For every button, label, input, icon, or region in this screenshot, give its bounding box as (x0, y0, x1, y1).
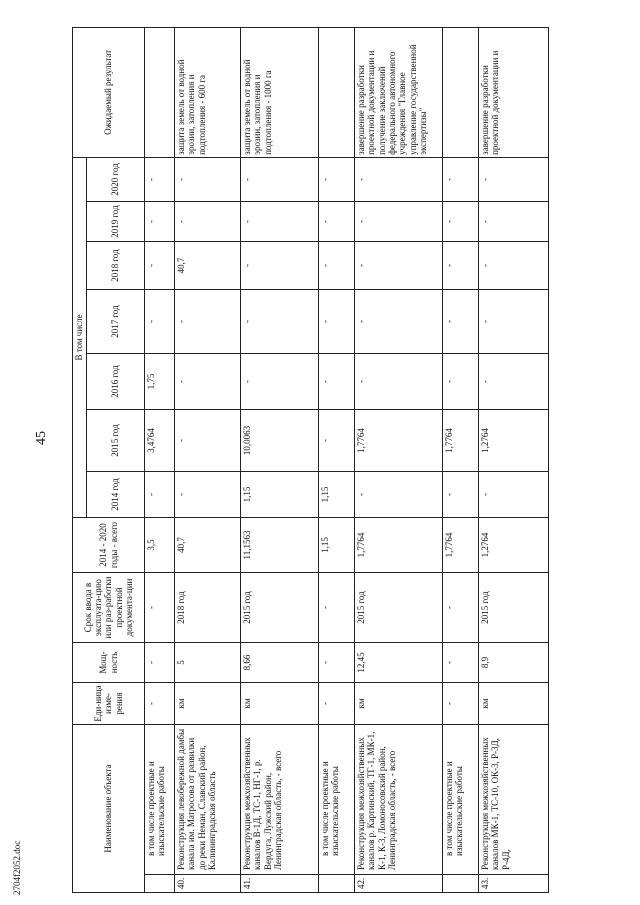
projects-table (72, 27, 549, 893)
year-2018-cell: - (443, 242, 479, 290)
year-2014-cell: - (355, 472, 443, 518)
year-2017-cell: - (479, 290, 549, 354)
expected-result: защита земель от водной эрозии, затопления и подтопления - 600 га (175, 27, 241, 157)
capacity-cell: 8,9 (479, 643, 549, 683)
year-2015-cell: 1,7764 (443, 410, 479, 472)
year-2014-cell: - (479, 472, 549, 518)
total-cell: 1,7764 (355, 518, 443, 573)
year-2016-cell: - (355, 354, 443, 410)
object-name: в том числе проектные и изыскательские работы (145, 725, 175, 875)
deadline-cell: - (443, 573, 479, 643)
row-number: 40. (175, 875, 241, 893)
deadline-cell: - (319, 573, 355, 643)
deadline-cell: - (145, 573, 175, 643)
object-name: Реконструкция левобережной дамбы канала им. Матросова от развилки до реки Неман, Славский район, Калининградская область (175, 725, 241, 875)
year-2014-cell: - (145, 472, 175, 518)
expected-result (319, 27, 355, 157)
capacity-cell: 12,45 (355, 643, 443, 683)
deadline-cell: 2015 год (241, 573, 319, 643)
year-2019-cell: - (443, 202, 479, 242)
year-2014-cell: - (443, 472, 479, 518)
header-year-2015: 2015 год (87, 410, 145, 472)
capacity-cell: 5 (175, 643, 241, 683)
header-year-2017: 2017 год (87, 290, 145, 354)
header-unit: Еди-ница изме-рения (73, 683, 145, 725)
capacity-cell: 8,66 (241, 643, 319, 683)
total-cell: 1,2764 (479, 518, 549, 573)
total-cell: 40,7 (175, 518, 241, 573)
header-expected-result: Ожидаемый результат (73, 27, 145, 157)
year-2015-cell: 1,7764 (355, 410, 443, 472)
object-name: Реконструкция межхозяйственных каналов р. Картинский, ТГ-1, МК-1, К-1, К-3, Ломоносовский район, Ленинградская область, - всего (355, 725, 443, 875)
object-name: Реконструкция межхозяйственных каналов МК-1, ТС-10, ОК-3, Р-3Д, Р-4Д, (479, 725, 549, 875)
year-2016-cell: - (241, 354, 319, 410)
row-number: 43. (479, 875, 549, 893)
row-number (443, 875, 479, 893)
total-cell: 3,5 (145, 518, 175, 573)
header-year-2020: 2020 год (87, 157, 145, 201)
object-name: Реконструкция межхозяйственных каналов В-1Д, ТС-1, НГ-1, р. Вердуга, Лужский район, Ленинградская область, - всего (241, 725, 319, 875)
table-row (479, 27, 549, 892)
year-2017-cell: - (355, 290, 443, 354)
year-2016-cell: - (319, 354, 355, 410)
header-year-2018: 2018 год (87, 242, 145, 290)
year-2018-cell: - (241, 242, 319, 290)
unit-cell: - (443, 683, 479, 725)
year-2017-cell: - (319, 290, 355, 354)
expected-result: защита земель от водной эрозии, затопления и подтопления - 1000 га (241, 27, 319, 157)
row-number (145, 875, 175, 893)
unit-cell: км (241, 683, 319, 725)
unit-cell: - (319, 683, 355, 725)
year-2016-cell: - (443, 354, 479, 410)
year-2015-cell: 10,0063 (241, 410, 319, 472)
header-capacity: Мощ-ность (73, 643, 145, 683)
row-number: 42. (355, 875, 443, 893)
year-2015-cell: - (175, 410, 241, 472)
table-row (241, 27, 319, 892)
year-2014-cell: 1,15 (241, 472, 319, 518)
year-2018-cell: - (145, 242, 175, 290)
year-2018-cell: - (479, 242, 549, 290)
year-2020-cell: - (443, 157, 479, 201)
year-2017-cell: - (241, 290, 319, 354)
year-2016-cell: - (175, 354, 241, 410)
year-2020-cell: - (175, 157, 241, 201)
table-row (443, 27, 479, 892)
year-2014-cell: 1,15 (319, 472, 355, 518)
header-total: 2014 - 2020 годы - всего (73, 518, 145, 573)
row-number: 41. (241, 875, 319, 893)
header-year-2019: 2019 год (87, 202, 145, 242)
year-2015-cell: 1,2764 (479, 410, 549, 472)
year-2018-cell: - (355, 242, 443, 290)
year-2020-cell: - (145, 157, 175, 201)
unit-cell: км (355, 683, 443, 725)
year-2019-cell: - (355, 202, 443, 242)
header-object-name: Наименование объекта (73, 725, 145, 893)
year-2019-cell: - (145, 202, 175, 242)
deadline-cell: 2015 год (479, 573, 549, 643)
year-2016-cell: 1,75 (145, 354, 175, 410)
year-2019-cell: - (241, 202, 319, 242)
header-including: В том числе (73, 157, 87, 517)
expected-result (443, 27, 479, 157)
table-row (175, 27, 241, 892)
capacity-cell: - (319, 643, 355, 683)
year-2015-cell: 3,4764 (145, 410, 175, 472)
footer-file-name: 2704f2052.doc (12, 840, 22, 895)
year-2017-cell: - (443, 290, 479, 354)
year-2016-cell: - (479, 354, 549, 410)
table-row (145, 27, 175, 892)
year-2020-cell: - (355, 157, 443, 201)
year-2020-cell: - (479, 157, 549, 201)
table-row (319, 27, 355, 892)
total-cell: 1,15 (319, 518, 355, 573)
expected-result: завершение разработки проектной документации и (479, 27, 549, 157)
year-2017-cell: - (145, 290, 175, 354)
object-name: в том числе проектные и изыскательские работы (319, 725, 355, 875)
row-number (319, 875, 355, 893)
year-2019-cell: - (319, 202, 355, 242)
table-row (355, 27, 443, 892)
deadline-cell: 2018 год (175, 573, 241, 643)
year-2020-cell: - (241, 157, 319, 201)
unit-cell: км (479, 683, 549, 725)
header-year-2014: 2014 год (87, 472, 145, 518)
header-deadline: Срок ввода в эксплуата-цию или раз-работки проектной документа-ции (73, 573, 145, 643)
page-number: 45 (34, 431, 49, 445)
year-2019-cell: - (479, 202, 549, 242)
year-2015-cell: - (319, 410, 355, 472)
expected-result: завершение разработки проектной документации и получение заключений федерального автономного учреждения "Главное управление государственной экспертизы" (355, 27, 443, 157)
deadline-cell: 2015 год (355, 573, 443, 643)
capacity-cell: - (443, 643, 479, 683)
total-cell: 1,7764 (443, 518, 479, 573)
unit-cell: км (175, 683, 241, 725)
year-2019-cell: - (175, 202, 241, 242)
total-cell: 11,1563 (241, 518, 319, 573)
year-2020-cell: - (319, 157, 355, 201)
rotated-table-container (72, 28, 575, 893)
object-name: в том числе проектные и изыскательские работы (443, 725, 479, 875)
unit-cell: - (145, 683, 175, 725)
capacity-cell: - (145, 643, 175, 683)
year-2017-cell: - (175, 290, 241, 354)
expected-result (145, 27, 175, 157)
header-year-2016: 2016 год (87, 354, 145, 410)
year-2018-cell: 40,7 (175, 242, 241, 290)
year-2014-cell: - (175, 472, 241, 518)
year-2018-cell: - (319, 242, 355, 290)
